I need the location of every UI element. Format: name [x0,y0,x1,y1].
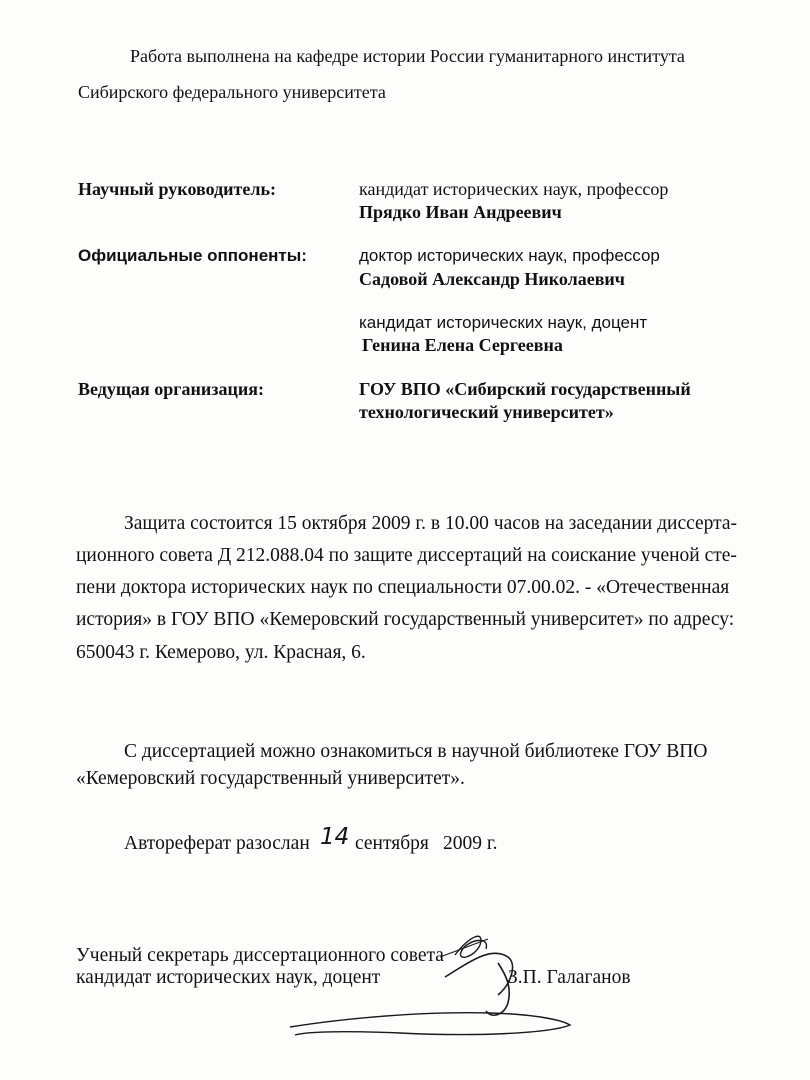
mailing-day-handwritten: 14 [320,824,350,850]
leading-org-line-2: технологический университет» [359,402,614,422]
library-line-1: С диссертацией можно ознакомиться в научной библиотеке ГОУ ВПО [124,741,708,762]
leading-org-line-1: ГОУ ВПО «Сибирский государственный [359,379,691,399]
defense-line-4: история» в ГОУ ВПО «Кемеровский государственный университет» по адресу: [76,609,735,630]
supervisor-name: Прядко Иван Андреевич [359,202,562,222]
opponent-1-degree: доктор исторических наук, профессор [359,246,660,265]
opponent-2-degree: кандидат исторических наук, доцент [359,313,648,332]
defense-line-2: ционного совета Д 212.088.04 по защите диссертаций на соискание ученой сте- [76,545,737,566]
secretary-line-2: кандидат исторических наук, доцент [76,967,381,988]
defense-line-5: 650043 г. Кемерово, ул. Красная, 6. [76,642,366,663]
mailing-prefix: Автореферат разослан [124,833,310,854]
defense-line-3: пени доктора исторических наук по специальности 07.00.02. - «Отечественная [76,577,730,598]
opponent-1-name: Садовой Александр Николаевич [359,269,625,289]
defense-line-1: Защита состоится 15 октября 2009 г. в 10.00 часов на заседании диссерта- [124,513,738,534]
library-line-2: «Кемеровский государственный университет». [76,768,465,789]
secretary-name: З.П. Галаганов [508,967,631,988]
opponent-2-name: Генина Елена Сергеевна [362,335,563,355]
header-line-2: Сибирского федерального университета [78,82,386,102]
supervisor-degree: кандидат исторических наук, профессор [359,179,669,199]
opponents-label: Официальные оппоненты: [78,246,307,265]
leading-org-label: Ведущая организация: [78,379,264,399]
supervisor-label: Научный руководитель: [78,179,276,199]
header-line-1: Работа выполнена на кафедре истории России гуманитарного института [130,46,685,66]
mailing-month: сентября [355,833,429,854]
secretary-line-1: Ученый секретарь диссертационного совета [76,945,444,966]
signature-scribble [280,915,580,1045]
mailing-year: 2009 г. [443,833,498,854]
